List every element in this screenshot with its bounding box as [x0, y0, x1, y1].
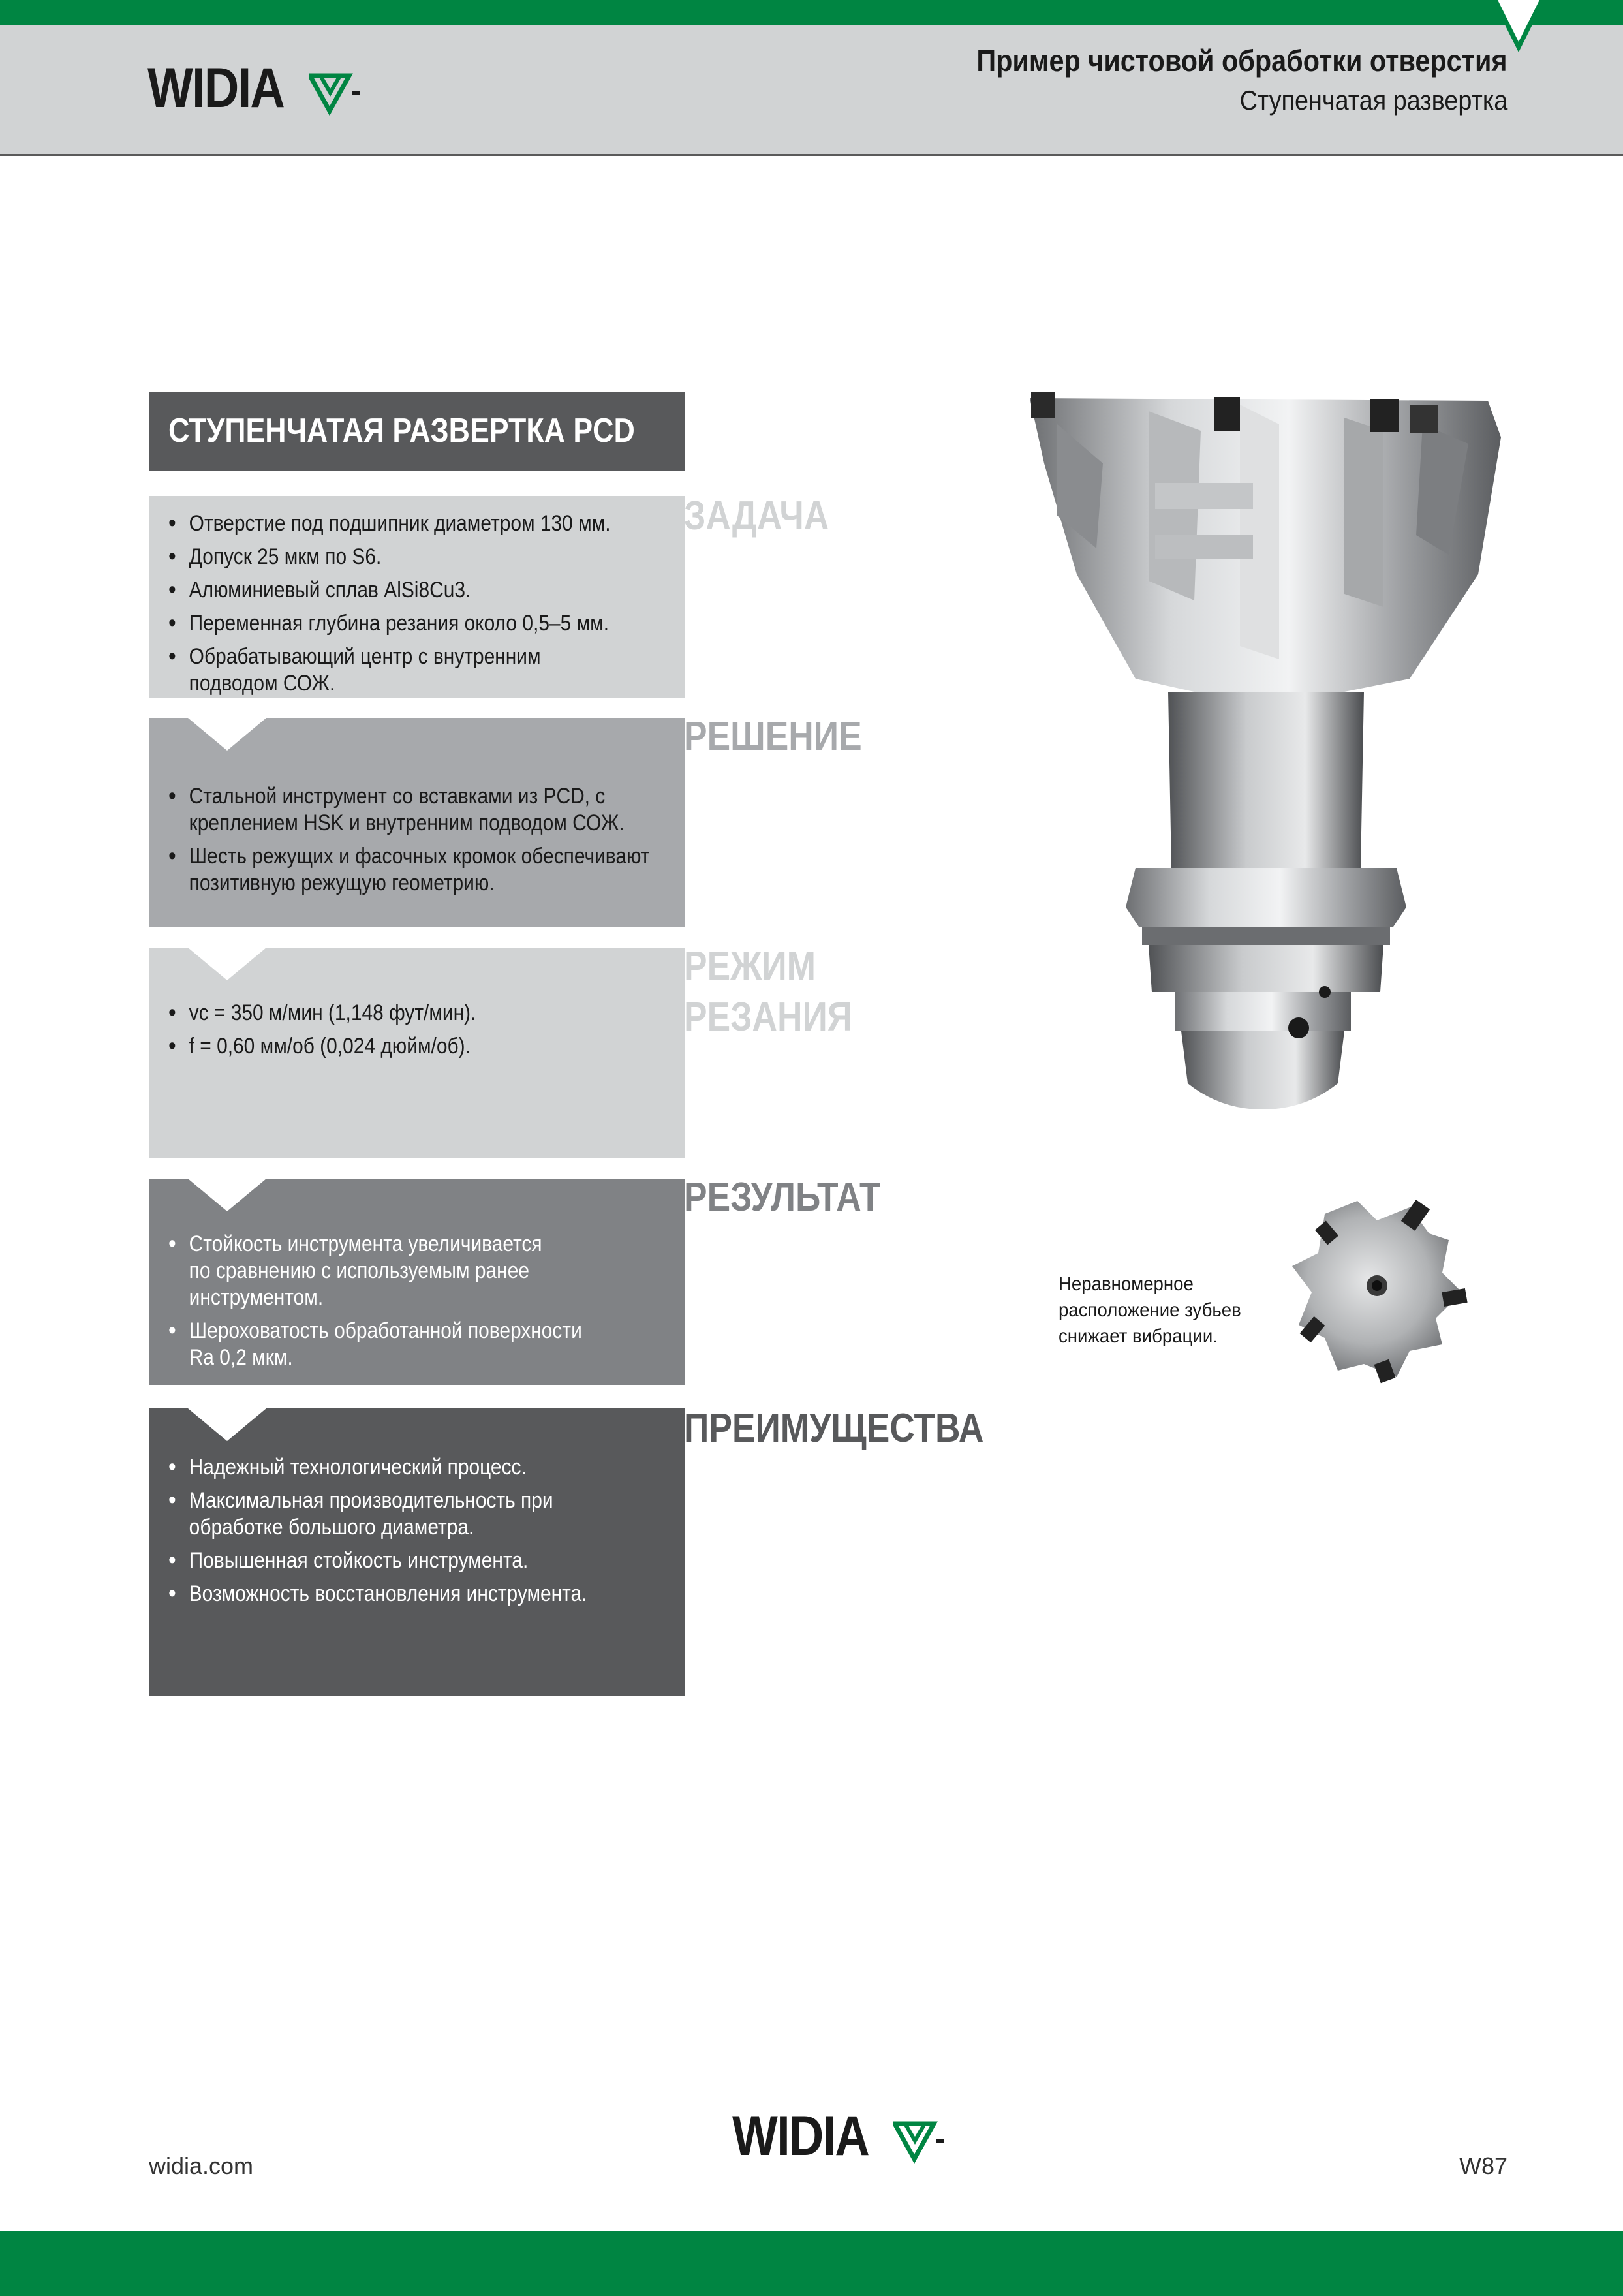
bullet-list: [168, 510, 681, 704]
page-title: Пример чистовой обработки отверстия: [976, 44, 1507, 78]
pcd-reamer-tool-illustration: [1018, 385, 1534, 1109]
bullet-item: [168, 1000, 620, 1027]
reamer-teeth-end-view-illustration: [1279, 1188, 1475, 1384]
bullet-item: [168, 1487, 620, 1541]
bullet-item: [168, 577, 620, 604]
section-label: [684, 491, 829, 542]
corner-chevron-inner: [1498, 0, 1539, 42]
bullet-item: [168, 1318, 620, 1371]
main-title: СТУПЕНЧАТАЯ РАЗВЕРТКА PCD: [168, 412, 635, 450]
section-chevron-icon: [188, 1179, 266, 1211]
bullet-item: [168, 510, 620, 537]
page-subtitle: Ступенчатая развертка: [1239, 85, 1507, 116]
widia-logo-footer: [732, 2105, 946, 2167]
bullet-line: • Обрабатывающий центр с внутренним: [189, 644, 541, 669]
bullet-line: • Алюминиевый сплав AlSi8Cu3.: [189, 578, 471, 602]
top-accent-stripe: [0, 0, 1623, 25]
bullet-line: Ra 0,2 мкм.: [189, 1345, 293, 1370]
bullet-line: • Возможность восстановления инструмента.: [189, 1581, 587, 1606]
bullet-line: • Надежный технологический процесс.: [189, 1455, 527, 1480]
bullet-line: • Стойкость инструмента увеличивается: [189, 1232, 542, 1256]
bullet-line: • f = 0,60 мм/об (0,024 дюйм/об).: [189, 1034, 471, 1059]
widia-triangle-logo-icon: [309, 73, 361, 116]
caption-line: Неравномерное: [1059, 1273, 1194, 1295]
section-label-line: ПРЕИМУЩЕСТВА: [684, 1406, 984, 1451]
bullet-item: [168, 1033, 620, 1060]
bullet-item: [168, 644, 620, 697]
main-title-box: [149, 392, 685, 471]
section-label-line: РЕЗАНИЯ: [684, 995, 853, 1040]
section-chevron-icon: [188, 1408, 266, 1441]
logo-text: WIDIA: [732, 2105, 869, 2167]
section-label: [684, 711, 862, 762]
bullet-item: [168, 1581, 620, 1607]
bullet-line: • Шероховатость обработанной поверхности: [189, 1318, 582, 1343]
bullet-list: [168, 1454, 681, 1614]
section-box: [149, 1408, 685, 1696]
section-box: [149, 718, 685, 927]
section-label: [684, 1172, 881, 1223]
bottom-accent-bar: [0, 2231, 1623, 2296]
bullet-line: • Стальной инструмент со вставками из PCD, с: [189, 784, 606, 809]
bullet-line: обработке большого диаметра.: [189, 1515, 474, 1540]
bullet-line: по сравнению с используемым ранее: [189, 1258, 529, 1283]
section-box: [149, 1179, 685, 1385]
footer-website-link[interactable]: widia.com: [149, 2152, 254, 2179]
section-label-line: РЕЗУЛЬТАТ: [684, 1175, 881, 1220]
bullet-line: • Переменная глубина резания около 0,5–5 мм.: [189, 611, 610, 636]
section-label: [684, 1403, 983, 1454]
caption-line: расположение зубьев: [1059, 1299, 1241, 1321]
bullet-line: • Допуск 25 мкм по S6.: [189, 544, 382, 569]
section-label-line: ЗАДАЧА: [684, 493, 829, 538]
section-label: [684, 941, 852, 1043]
bullet-line: • vc = 350 м/мин (1,148 фут/мин).: [189, 1001, 476, 1025]
bullet-line: • Максимальная производительность при: [189, 1488, 553, 1513]
bullet-item: [168, 783, 625, 837]
bullet-item: [168, 1231, 620, 1311]
section-chevron-icon: [188, 718, 266, 751]
widia-triangle-logo-icon: [893, 2121, 946, 2164]
bullet-item: [168, 1454, 620, 1481]
bullet-item: [168, 1547, 620, 1574]
bullet-line: • Повышенная стойкость инструмента.: [189, 1548, 529, 1573]
logo-text: WIDIA: [147, 57, 285, 119]
bullet-item: [168, 544, 620, 570]
bullet-line: инструментом.: [189, 1285, 324, 1310]
widia-logo-header: [147, 57, 361, 119]
section-box: [149, 948, 685, 1158]
section-label-line: РЕШЕНИЕ: [684, 714, 862, 759]
bullet-line: позитивную режущую геометрию.: [189, 871, 495, 895]
bullet-list: [168, 1231, 681, 1378]
page-number: W87: [1459, 2152, 1507, 2179]
bullet-line: • Шесть режущих и фасочных кромок обеспечивают: [189, 844, 650, 869]
teeth-caption: [1059, 1271, 1275, 1350]
bullet-line: подводом СОЖ.: [189, 671, 335, 696]
section-chevron-icon: [188, 948, 266, 980]
bullet-list: [168, 1000, 681, 1066]
bullet-line: креплением HSK и внутренним подводом СОЖ.: [189, 811, 625, 835]
bullet-list: [168, 783, 681, 903]
bullet-item: [168, 610, 620, 637]
bullet-line: • Отверстие под подшипник диаметром 130 мм.: [189, 511, 611, 536]
caption-line: снижает вибрации.: [1059, 1326, 1218, 1347]
section-label-line: РЕЖИМ: [684, 944, 816, 989]
bullet-item: [168, 843, 650, 897]
section-box: [149, 496, 685, 698]
